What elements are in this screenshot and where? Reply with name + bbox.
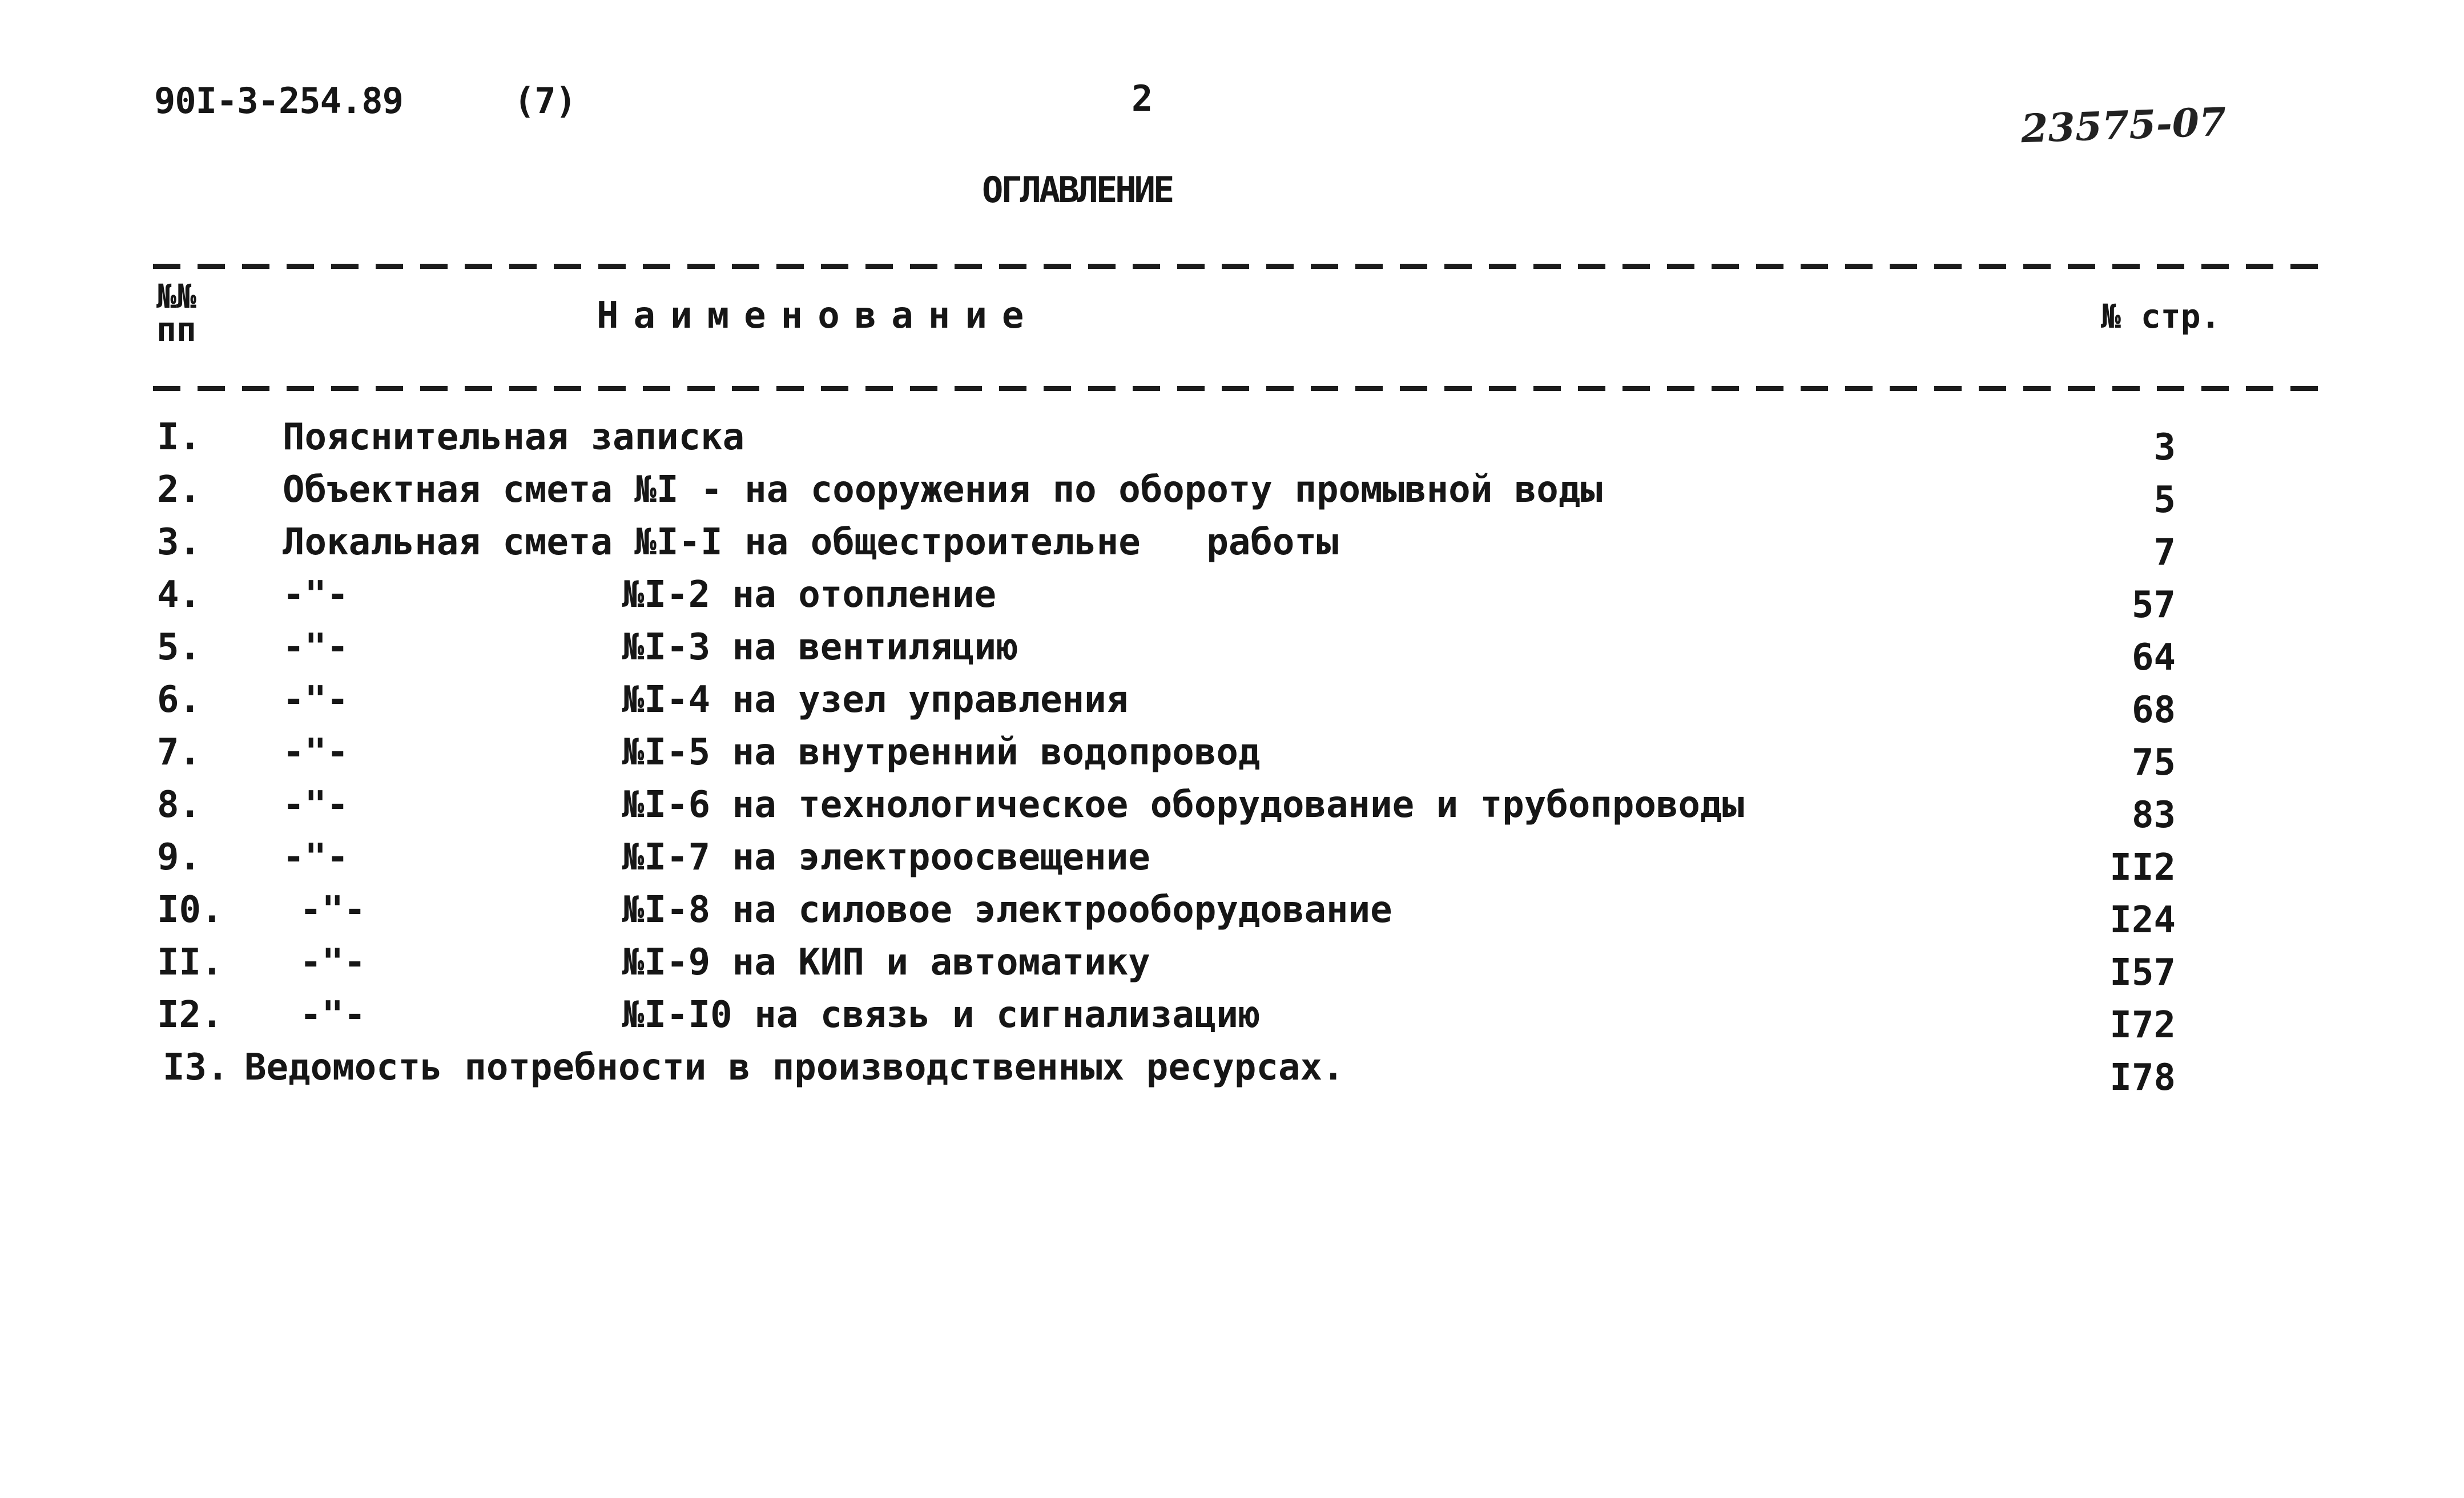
column-header-number-line1: №№ bbox=[156, 277, 196, 316]
item-title: Локальная смета №I-I на общестроительне работы bbox=[283, 521, 1339, 563]
item-title: №I-5 на внутренний водопровод bbox=[622, 731, 1261, 774]
list-item bbox=[0, 621, 2464, 679]
ditto-mark: -"- bbox=[300, 941, 366, 984]
ditto-mark: -"- bbox=[283, 679, 349, 721]
top-dashed-rule bbox=[153, 264, 2326, 269]
item-title: №I-6 на технологическое оборудование и трубопроводы bbox=[622, 784, 1745, 826]
list-item bbox=[0, 464, 2464, 521]
item-page: 64 bbox=[2131, 637, 2176, 679]
item-title: №I-7 на электроосвещение bbox=[622, 836, 1150, 879]
item-number: 9. bbox=[157, 836, 202, 879]
item-page: 68 bbox=[2131, 689, 2176, 731]
sheet-number: (7) bbox=[514, 80, 576, 122]
item-number: 2. bbox=[157, 469, 202, 511]
item-page: 7 bbox=[2153, 531, 2176, 574]
item-page: I57 bbox=[2109, 952, 2176, 994]
bottom-dashed-rule bbox=[153, 386, 2326, 391]
list-item bbox=[0, 936, 2464, 994]
item-page: I24 bbox=[2109, 899, 2176, 941]
page-number: 2 bbox=[1132, 78, 1153, 119]
item-number: I2. bbox=[157, 994, 223, 1036]
column-header-number-line2: пп bbox=[156, 310, 196, 349]
ditto-mark: -"- bbox=[283, 784, 349, 826]
item-page: 57 bbox=[2131, 584, 2176, 626]
item-title: Пояснительная записка bbox=[283, 416, 745, 458]
ditto-mark: -"- bbox=[300, 994, 366, 1036]
list-item bbox=[0, 831, 2464, 889]
item-number: 5. bbox=[157, 626, 202, 669]
item-number: 8. bbox=[157, 784, 202, 826]
item-number: II. bbox=[157, 941, 223, 984]
item-page: 83 bbox=[2131, 794, 2176, 836]
item-number: I3. bbox=[163, 1046, 229, 1089]
list-item bbox=[0, 989, 2464, 1046]
item-title: №I-3 на вентиляцию bbox=[622, 626, 1018, 669]
item-number: I0. bbox=[157, 889, 223, 931]
document-code: 90I-3-254.89 bbox=[154, 80, 403, 122]
column-header-number bbox=[156, 277, 196, 349]
item-page: I72 bbox=[2109, 1004, 2176, 1046]
item-number: 4. bbox=[157, 574, 202, 616]
list-item bbox=[0, 884, 2464, 941]
item-page: 75 bbox=[2131, 742, 2176, 784]
ditto-mark: -"- bbox=[283, 574, 349, 616]
ditto-mark: -"- bbox=[283, 731, 349, 774]
item-number: I. bbox=[157, 416, 202, 458]
item-number: 7. bbox=[157, 731, 202, 774]
item-title: №I-4 на узел управления bbox=[622, 679, 1129, 721]
item-page: I78 bbox=[2109, 1057, 2176, 1099]
item-number: 6. bbox=[157, 679, 202, 721]
list-item bbox=[0, 516, 2464, 574]
item-title: №I-2 на отопление bbox=[622, 574, 997, 616]
item-title: №I-I0 на связь и сигнализацию bbox=[622, 994, 1261, 1036]
ditto-mark: -"- bbox=[283, 836, 349, 879]
ditto-mark: -"- bbox=[300, 889, 366, 931]
list-item bbox=[0, 779, 2464, 836]
item-title: Объектная смета №I - на сооружения по обороту промывной воды bbox=[283, 469, 1603, 511]
column-header-name: Наименование bbox=[597, 295, 1039, 337]
column-header-page: № стр. bbox=[2101, 297, 2221, 336]
item-title: №I-9 на КИП и автоматику bbox=[622, 941, 1150, 984]
item-number: 3. bbox=[157, 521, 202, 563]
handwritten-inventory-number: 23575-07 bbox=[2020, 99, 2227, 152]
ditto-mark: -"- bbox=[283, 626, 349, 669]
list-item bbox=[0, 674, 2464, 731]
list-item bbox=[0, 569, 2464, 626]
item-title: №I-8 на силовое электрооборудование bbox=[622, 889, 1392, 931]
page-title: ОГЛАВЛЕНИЕ bbox=[982, 169, 1173, 211]
list-item bbox=[0, 1041, 2464, 1099]
item-page: 3 bbox=[2153, 426, 2176, 469]
item-title: Ведомость потребности в производственных ресурсах. bbox=[244, 1046, 1344, 1089]
list-item bbox=[0, 411, 2464, 469]
item-page: 5 bbox=[2153, 479, 2176, 521]
item-page: II2 bbox=[2109, 847, 2176, 889]
list-item bbox=[0, 726, 2464, 784]
